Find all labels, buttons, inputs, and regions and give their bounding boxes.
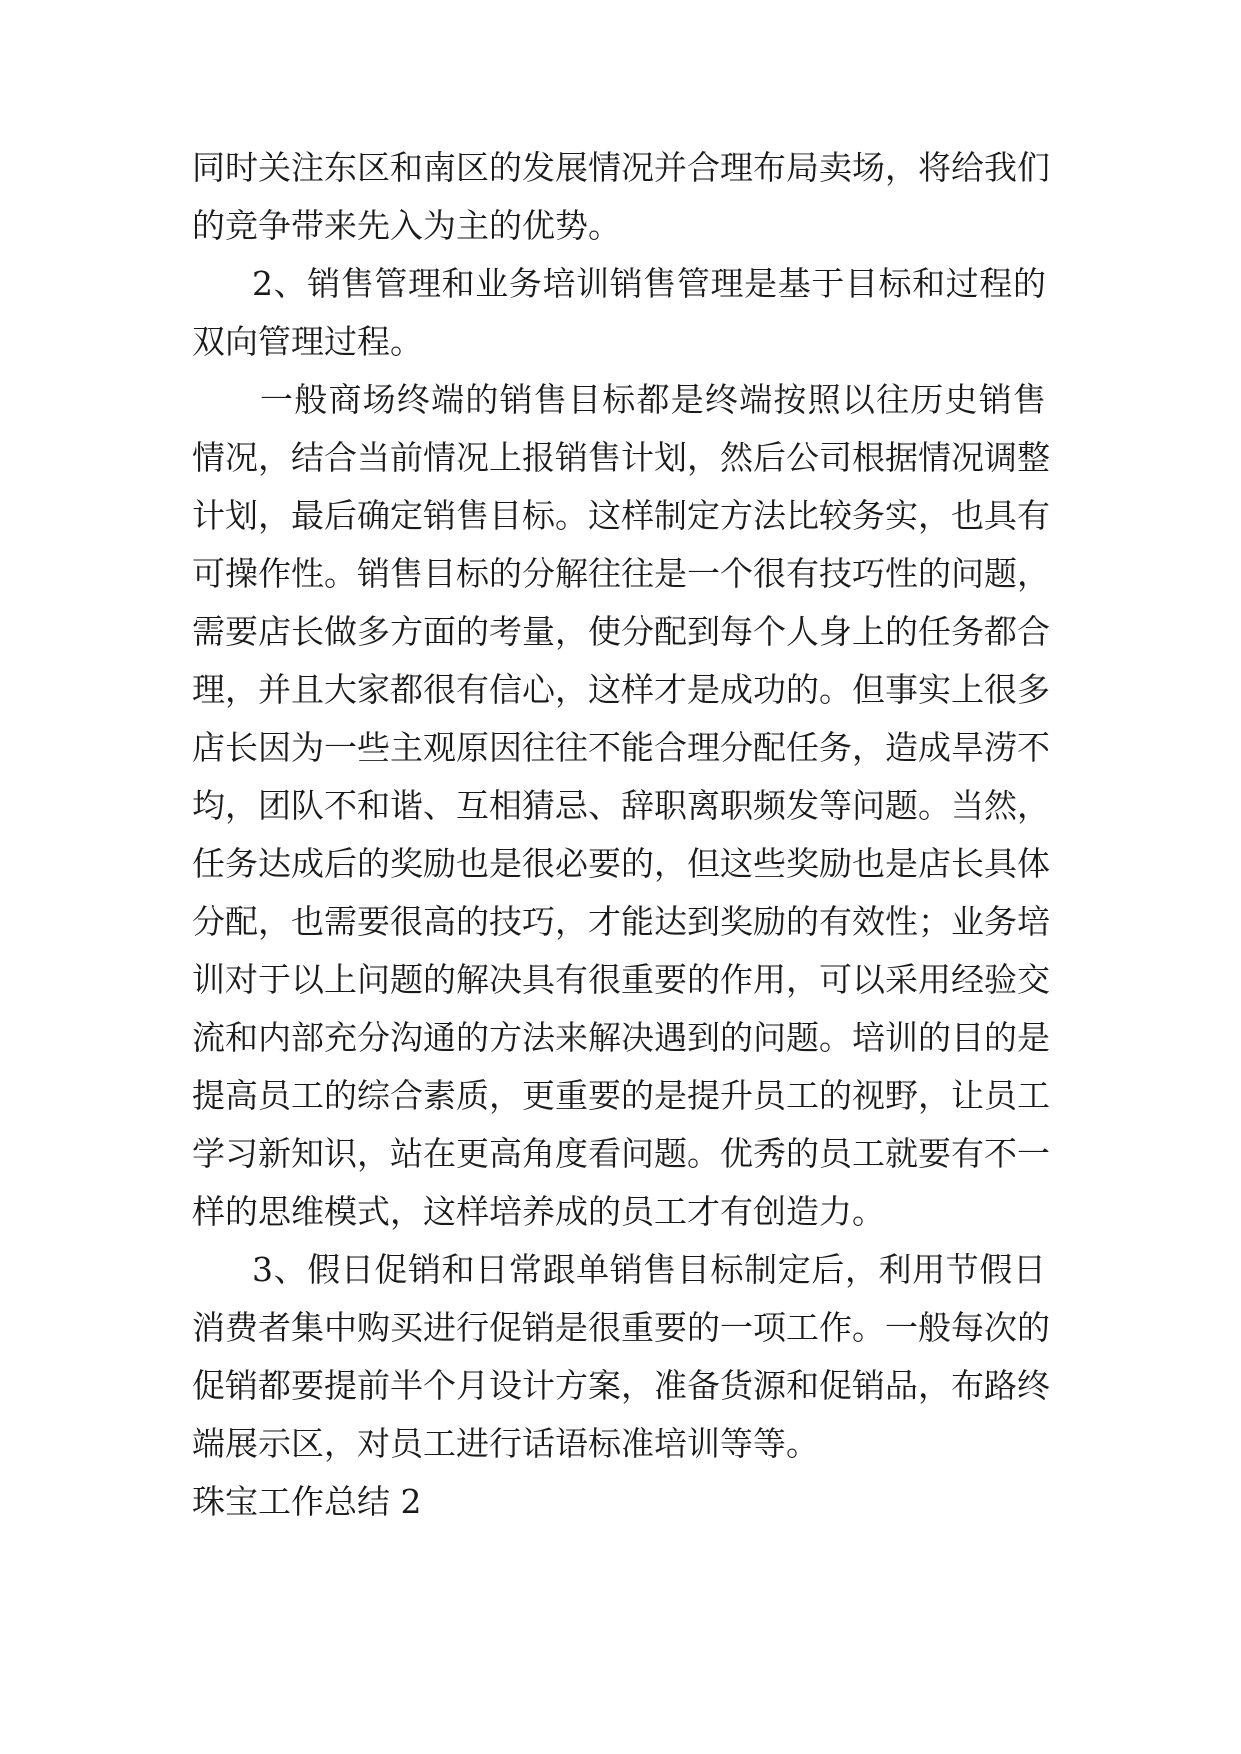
paragraph-2-line-2: 双向管理过程。 — [192, 322, 423, 361]
paragraph-3-line-10: 分配，也需要很高的技巧，才能达到奖励的有效性；业务培 — [192, 902, 1050, 941]
paragraph-1-line-2: 的竞争带来先入为主的优势。 — [192, 206, 621, 245]
paragraph-3-line-15: 样的思维模式，这样培养成的员工才有创造力。 — [192, 1192, 885, 1231]
paragraph-4-line-4: 端展示区，对员工进行话语标准培训等等。 — [192, 1424, 819, 1463]
paragraph-3-line-6: 理，并且大家都很有信心，这样才是成功的。但事实上很多 — [192, 670, 1050, 709]
paragraph-3-line-3: 计划，最后确定销售目标。这样制定方法比较务实，也具有 — [192, 496, 1050, 535]
paragraph-4-line-1: 3、假日促销和日常跟单销售目标制定后，利用节假日 — [252, 1250, 1046, 1289]
paragraph-3-line-11: 训对于以上问题的解决具有很重要的作用，可以采用经验交 — [192, 960, 1050, 999]
paragraph-4-line-2: 消费者集中购买进行促销是很重要的一项工作。一般每次的 — [192, 1308, 1050, 1347]
paragraph-3-line-2: 情况，结合当前情况上报销售计划，然后公司根据情况调整 — [192, 438, 1050, 477]
section-heading: 珠宝工作总结 2 — [192, 1482, 422, 1521]
paragraph-4-line-3: 促销都要提前半个月设计方案，准备货源和促销品，布路终 — [192, 1366, 1050, 1405]
paragraph-3-line-5: 需要店长做多方面的考量，使分配到每个人身上的任务都合 — [192, 612, 1050, 651]
paragraph-1-line-1: 同时关注东区和南区的发展情况并合理布局卖场，将给我们 — [192, 148, 1050, 187]
paragraph-3-line-9: 任务达成后的奖励也是很必要的，但这些奖励也是店长具体 — [192, 844, 1050, 883]
paragraph-3-line-1: 一般商场终端的销售目标都是终端按照以往历史销售 — [260, 380, 1046, 419]
paragraph-3-line-12: 流和内部充分沟通的方法来解决遇到的问题。培训的目的是 — [192, 1018, 1050, 1057]
paragraph-3-line-7: 店长因为一些主观原因往往不能合理分配任务，造成旱涝不 — [192, 728, 1050, 767]
paragraph-3-line-8: 均，团队不和谐、互相猜忌、辞职离职频发等问题。当然， — [192, 786, 1050, 825]
paragraph-3-line-13: 提高员工的综合素质，更重要的是提升员工的视野，让员工 — [192, 1076, 1050, 1115]
paragraph-3-line-14: 学习新知识，站在更高角度看问题。优秀的员工就要有不一 — [192, 1134, 1050, 1173]
paragraph-3-line-4: 可操作性。销售目标的分解往往是一个很有技巧性的问题， — [192, 554, 1050, 593]
paragraph-2-line-1: 2、销售管理和业务培训销售管理是基于目标和过程的 — [252, 264, 1046, 303]
